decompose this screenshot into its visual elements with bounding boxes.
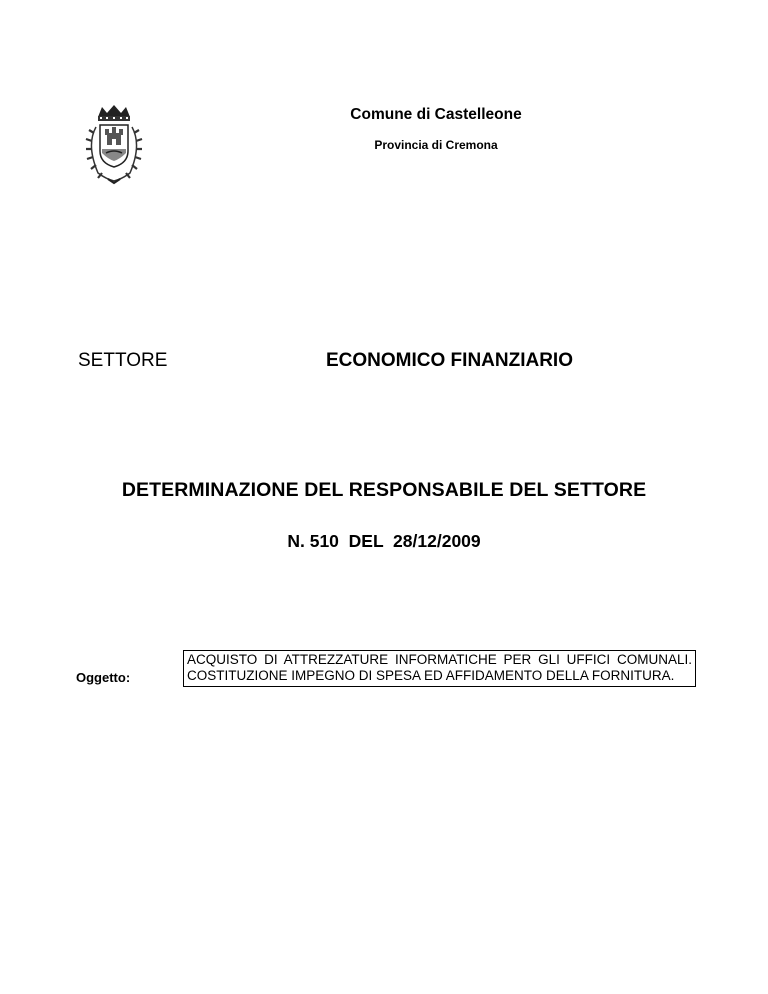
determination-title: DETERMINAZIONE DEL RESPONSABILE DEL SETTORE (121, 479, 647, 501)
sector-label: SETTORE (78, 350, 168, 371)
determination-number: N. 510 DEL 28/12/2009 (287, 531, 481, 551)
sector-name: ECONOMICO FINANZIARIO (326, 350, 573, 371)
coat-of-arms-icon (80, 103, 148, 185)
municipality-name: Comune di Castelleone (350, 106, 522, 123)
province-name: Provincia di Cremona (374, 138, 498, 152)
subject-text: ACQUISTO DI ATTREZZATURE INFORMATICHE PER GLI UFFICI COMUNALI. COSTITUZIONE IMPEGNO DI SPESA ED AFFIDAMENTO DELLA FORNITURA. (183, 650, 696, 687)
subject-label: Oggetto: (76, 670, 131, 685)
